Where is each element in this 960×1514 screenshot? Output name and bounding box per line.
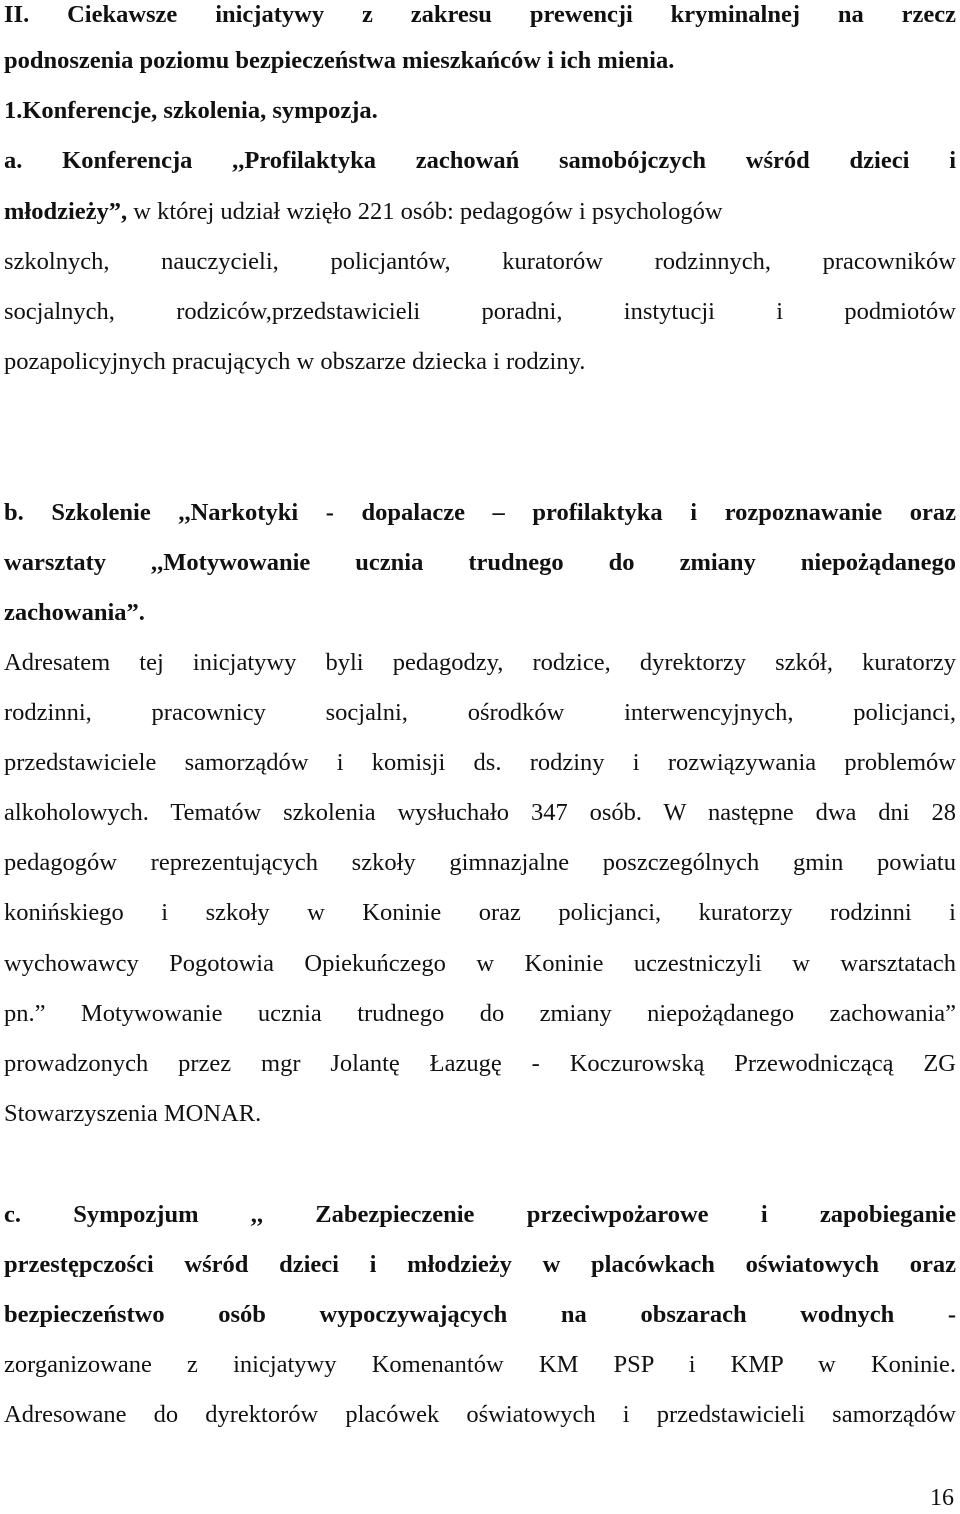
item-a-title xyxy=(4,146,956,176)
item-c-title-line-2: przestępczości wśród dzieci i młodzieży w placówkach oświatowych oraz xyxy=(4,1251,956,1278)
item-a-title-end: młodzieży”, xyxy=(4,198,128,225)
item-c-title-line-1: c. Sympozjum ,, Zabezpieczenie przeciwpożarowe i zapobieganie xyxy=(4,1201,956,1228)
item-a-body-line-3: pozapolicyjnych pracujących w obszarze dziecka i rodziny. xyxy=(4,348,586,375)
item-b-body-line-8: pn.” Motywowanie ucznia trudnego do zmiany niepożądanego zachowania” xyxy=(4,1000,956,1027)
item-a-body-line-2: socjalnych, rodziców,przedstawicieli poradni, instytucji i podmiotów xyxy=(4,298,956,325)
item-b-body-line-2: rodzinni, pracownicy socjalni, ośrodków interwencyjnych, policjanci, xyxy=(4,699,956,726)
section-subheading: 1.Konferencje, szkolenia, sympozja. xyxy=(4,97,378,124)
item-b-body-line-10: Stowarzyszenia MONAR. xyxy=(4,1100,262,1127)
item-a-body-line-1: szkolnych, nauczycieli, policjantów, kuratorów rodzinnych, pracowników xyxy=(4,248,956,275)
item-b-title-line-2: warsztaty ,,Motywowanie ucznia trudnego do zmiany niepożądanego xyxy=(4,549,956,576)
item-b-body-line-3: przedstawiciele samorządów i komisji ds. rodziny i rozwiązywania problemów xyxy=(4,749,956,776)
item-b-body-line-5: pedagogów reprezentujących szkoły gimnazjalne poszczególnych gmin powiatu xyxy=(4,849,956,876)
item-c-title-line-3: bezpieczeństwo osób wypoczywających na obszarach wodnych - xyxy=(4,1301,956,1328)
item-a-line-2-text: w której udział wzięło 221 osób: pedagogów i psychologów xyxy=(127,198,723,225)
section-heading-line-2: podnoszenia poziomu bezpieczeństwa mieszkańców i ich mienia. xyxy=(4,47,675,74)
item-b-body-line-6: konińskiego i szkoły w Koninie oraz policjanci, kuratorzy rodzinni i xyxy=(4,899,956,926)
item-b-body-line-1: Adresatem tej inicjatywy byli pedagodzy, rodzice, dyrektorzy szkół, kuratorzy xyxy=(4,649,956,676)
section-heading-line-1: II. Ciekawsze inicjatywy z zakresu prewencji kryminalnej na rzecz xyxy=(4,1,956,28)
item-b-body-line-9: prowadzonych przez mgr Jolantę Łazugę - Koczurowską Przewodniczącą ZG xyxy=(4,1050,956,1077)
item-b-title-line-1: b. Szkolenie ,,Narkotyki - dopalacze – profilaktyka i rozpoznawanie oraz xyxy=(4,499,956,526)
item-b-body-line-7: wychowawcy Pogotowia Opiekuńczego w Koninie uczestniczyli w warsztatach xyxy=(4,950,956,977)
item-c-body-line-1: zorganizowane z inicjatywy Komenantów KM PSP i KMP w Koninie. xyxy=(4,1351,956,1378)
item-b-title-line-3: zachowania”. xyxy=(4,599,145,626)
item-b-body-line-4: alkoholowych. Tematów szkolenia wysłuchało 347 osób. W następne dwa dni 28 xyxy=(4,799,956,826)
item-a-line-2 xyxy=(4,197,956,227)
item-a-title-text: a. Konferencja ,,Profilaktyka zachowań samobójczych wśród dzieci i xyxy=(4,147,956,174)
page-number: 16 xyxy=(930,1485,954,1511)
item-c-body-line-2: Adresowane do dyrektorów placówek oświatowych i przedstawicieli samorządów xyxy=(4,1401,956,1428)
